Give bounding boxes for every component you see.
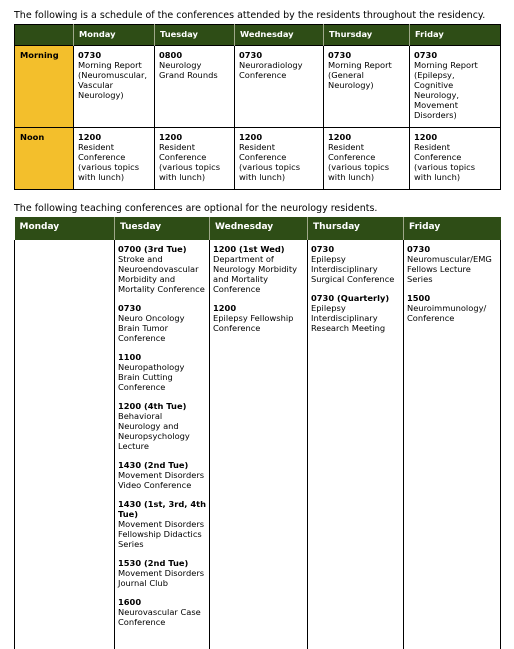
conference-text: Neuroimmunology/ [407,303,487,313]
session-text: (various topics [78,162,140,172]
day-header: Wednesday [235,25,324,46]
session-text: (various topics [414,162,476,172]
session-text: Conference [78,152,126,162]
conference-entry [118,401,209,451]
session-text: Cognitive [414,80,454,90]
schedule-cell [324,128,410,190]
corner-cell [15,25,74,46]
day-header: Friday [410,25,501,46]
conference-text: Conference [213,323,261,333]
conference-text: Journal Club [118,578,168,588]
conference-entry [118,303,209,343]
conference-text: Epilepsy Fellowship [213,313,294,323]
schedule-cell [410,128,501,190]
session-text: Morning Report [328,60,392,70]
conference-text: Neuro Oncology [118,313,185,323]
day-header: Friday [404,217,501,240]
schedule-cell [74,128,155,190]
conference-entry [118,499,209,549]
session-text: Morning Report [78,60,142,70]
conference-text: Fellowship Didactics [118,529,202,539]
session-text: (General [328,70,364,80]
conference-text: Neuroendovascular [118,264,199,274]
conference-text: Movement Disorders [118,470,205,480]
day-header: Tuesday [155,25,235,46]
conference-time: 1100 [118,352,142,362]
schedule-cell [155,46,235,128]
conference-time: 1530 (2nd Tue) [118,558,189,568]
conference-entry [118,352,209,392]
optional-day-cell [210,240,308,649]
conference-time: 0700 (3rd Tue) [118,244,187,254]
conference-text: Surgical Conference [311,274,395,284]
session-text: (various topics [159,162,221,172]
schedule-cell [74,46,155,128]
conference-text: Interdisciplinary [311,264,378,274]
conference-time: 0730 [407,244,431,254]
conference-text: Series [407,274,433,284]
conference-entry [213,303,307,333]
session-text: Neurology) [328,80,374,90]
conference-text: Epilepsy [311,303,346,313]
schedule-row [15,46,501,128]
conference-text: Neurovascular Case [118,607,201,617]
session-time: 1200 [414,132,438,142]
optional-day-cell [115,240,210,649]
conference-entry [118,460,209,490]
conference-text: Neurology Morbidity [213,264,298,274]
conference-text: Stroke and [118,254,163,264]
conference-time: 0730 (Quarterly) [311,293,390,303]
session-time: 1200 [159,132,183,142]
conference-text: Conference [118,382,166,392]
session-text: Resident [328,142,365,152]
conference-text: Series [118,539,144,549]
conference-text: Fellows Lecture [407,264,471,274]
session-time: 0730 [328,50,352,60]
session-text: with lunch) [239,172,286,182]
session-text: Conference [239,70,287,80]
day-header: Monday [74,25,155,46]
conference-time: 0730 [118,303,142,313]
conference-time: 1200 (4th Tue) [118,401,187,411]
conference-entry [407,244,500,284]
optional-day-cell [15,240,115,649]
session-text: Neurology) [78,90,124,100]
session-time: 0730 [239,50,263,60]
schedule-cell [155,128,235,190]
conference-entry [311,293,403,333]
conference-text: Department of [213,254,274,264]
conference-entry [213,244,307,294]
session-text: Resident [414,142,451,152]
day-header: Thursday [324,25,410,46]
row-label: Morning [15,46,74,128]
session-text: Vascular [78,80,114,90]
session-time: 1200 [78,132,102,142]
day-header: Wednesday [210,217,308,240]
conference-text: Conference [407,313,455,323]
conference-text: Movement Disorders [118,519,205,529]
conference-entry [118,597,209,627]
session-text: Resident [239,142,276,152]
conference-text: Interdisciplinary [311,313,378,323]
day-header: Tuesday [115,217,210,240]
conference-entry [311,244,403,284]
session-text: (various topics [239,162,301,172]
conference-text: Morbidity and [118,274,176,284]
session-text: Conference [328,152,376,162]
conference-time: 1200 [213,303,237,313]
session-time: 0800 [159,50,183,60]
session-time: 1200 [328,132,352,142]
conference-text: Video Conference [118,480,192,490]
schedule-intro: The following is a schedule of the conferences attended by the residents throughout the residency. [14,10,486,21]
optional-intro: The following teaching conferences are optional for the neurology residents. [14,203,378,214]
session-text: Conference [159,152,207,162]
conference-text: Neurology and [118,421,179,431]
schedule-cell [410,46,501,128]
optional-day-cell [308,240,404,649]
conference-text: Lecture [118,441,149,451]
conference-text: Research Meeting [311,323,386,333]
session-text: Neurology, [414,90,460,100]
conference-text: Brain Tumor [118,323,169,333]
session-text: with lunch) [328,172,375,182]
conference-time: 1430 (1st, 3rd, 4th Tue) [118,499,206,519]
conference-text: Epilepsy [311,254,346,264]
session-text: Neuroradiology [239,60,303,70]
session-text: Conference [239,152,287,162]
session-text: with lunch) [78,172,125,182]
session-time: 0730 [78,50,102,60]
session-text: Neurology [159,60,202,70]
session-text: Resident [78,142,115,152]
session-time: 1200 [239,132,263,142]
conference-time: 1600 [118,597,142,607]
session-text: Conference [414,152,462,162]
conference-text: Neuropsychology [118,431,190,441]
conference-entry [118,558,209,588]
session-time: 0730 [414,50,438,60]
session-text: Morning Report [414,60,478,70]
schedule-cell [324,46,410,128]
session-text: Grand Rounds [159,70,218,80]
session-text: Resident [159,142,196,152]
session-text: (various topics [328,162,390,172]
conference-text: Movement Disorders [118,568,205,578]
schedule-row [15,128,501,190]
conference-text: Conference [118,617,166,627]
optional-conferences-table [14,217,501,649]
conference-time: 1430 (2nd Tue) [118,460,189,470]
session-text: with lunch) [414,172,461,182]
conference-text: Mortality Conference [118,284,205,294]
session-text: (Epilepsy, [414,70,455,80]
row-label: Noon [15,128,74,190]
session-text: with lunch) [159,172,206,182]
conference-text: and Mortality [213,274,269,284]
day-header: Thursday [308,217,404,240]
conference-text: Neuromuscular/EMG [407,254,492,264]
conference-time: 0730 [311,244,335,254]
conference-entry [118,244,209,294]
schedule-cell [235,128,324,190]
schedule-cell [235,46,324,128]
conference-text: Conference [118,333,166,343]
session-text: Movement [414,100,458,110]
session-text: (Neuromuscular, [78,70,148,80]
optional-day-cell [404,240,501,649]
session-text: Disorders) [414,110,457,120]
conference-text: Behavioral [118,411,163,421]
conference-time: 1500 [407,293,431,303]
conference-time: 1200 (1st Wed) [213,244,285,254]
conference-text: Brain Cutting [118,372,173,382]
conference-text: Neuropathology [118,362,185,372]
conference-entry [407,293,500,323]
conference-schedule-table [14,24,501,190]
day-header: Monday [15,217,115,240]
conference-text: Conference [213,284,261,294]
